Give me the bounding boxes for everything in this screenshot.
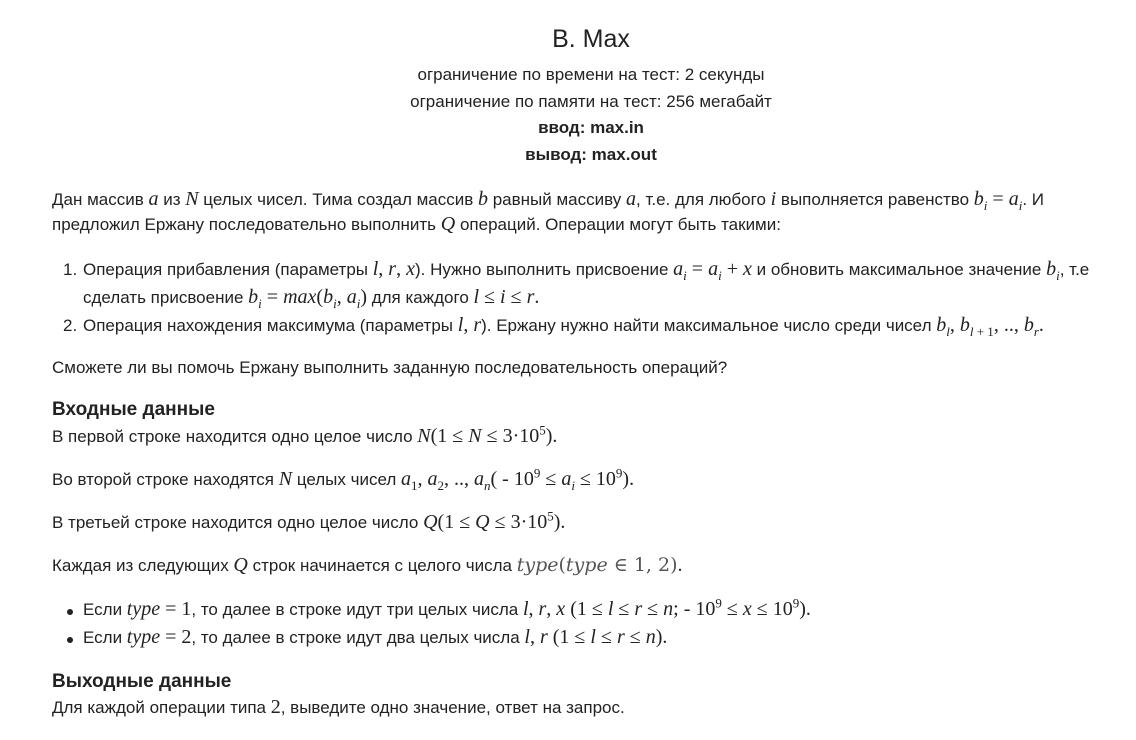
output-file: вывод: max.out: [525, 144, 657, 164]
question-paragraph: Сможете ли вы помочь Ержану выполнить заданную последовательность операций?: [52, 358, 728, 377]
statement-paragraph-2: предложил Ержану последовательно выполнить Q операций. Операции могут быть такими:: [52, 213, 781, 235]
operation-item-1-cont: сделать присвоение $b_i = \max(b_i$, $a_i$) для каждого l ≤ i ≤ r.: [83, 285, 540, 311]
input-file: ввод: max.in: [538, 118, 644, 137]
input-line-2: Во второй строке находятся N целых чисел $a_1$, $a_2$, .., $a_n( - 10^9 \le a_i \le 10^9)$.: [52, 465, 635, 493]
statement-paragraph-1: Дан массив a из N целых чисел. Тима создал массив b равный массиву a, т.е. для любого i выполняется равенство $b_i = a_i$. И: [52, 188, 1044, 213]
problem-title: B. Max: [552, 25, 630, 53]
operations-list: [63, 257, 1133, 339]
input-heading: Входные данные: [52, 399, 215, 420]
bullet-item-type-2: Если type = 2, то далее в строке идут два целых числа l, r (1 ≤ l ≤ r ≤ n).: [83, 625, 1133, 651]
output-heading: Выходные данные: [52, 671, 232, 692]
input-line-4: Каждая из следующих Q строк начинается с целого числа type(type ∈ 1, 2).: [52, 554, 683, 576]
time-limit: ограничение по времени на тест: 2 секунды: [417, 65, 765, 84]
problem-header: [0, 22, 1136, 168]
operation-item-1: 1. Операция прибавления (параметры l, r, x). Нужно выполнить присвоение $a_i = a_i + x$ и обновить максимальное значение $b_i$, т.е: [63, 258, 1090, 283]
type-bullet-list: [83, 597, 1133, 650]
bullet-dot: [67, 637, 73, 643]
bullet-item-type-1: Если type = 1, то далее в строке идут три целых числа l, r, x (1 ≤ l ≤ r ≤ n; - $10^9 \le x \le 10^9$).: [83, 597, 1133, 623]
output-line: Для каждой операции типа 2, выведите одно значение, ответ на запрос.: [52, 696, 625, 718]
operation-item-2: 2. Операция нахождения максимума (параметры l, r). Ержану нужно найти максимальное число среди чисел $b_l$, $b_{l + 1}$, .., $b_r$.: [63, 314, 1044, 339]
input-line-1: В первой строке находится одно целое число $N(1 \le N \le 3\cdot 10^5)$.: [52, 422, 558, 447]
input-line-3: В третьей строке находится одно целое число $Q(1 \le Q \le 3\cdot 10^5)$.: [52, 508, 566, 533]
memory-limit: ограничение по памяти на тест: 256 мегабайт: [410, 91, 772, 111]
bullet-dot: [67, 609, 73, 615]
